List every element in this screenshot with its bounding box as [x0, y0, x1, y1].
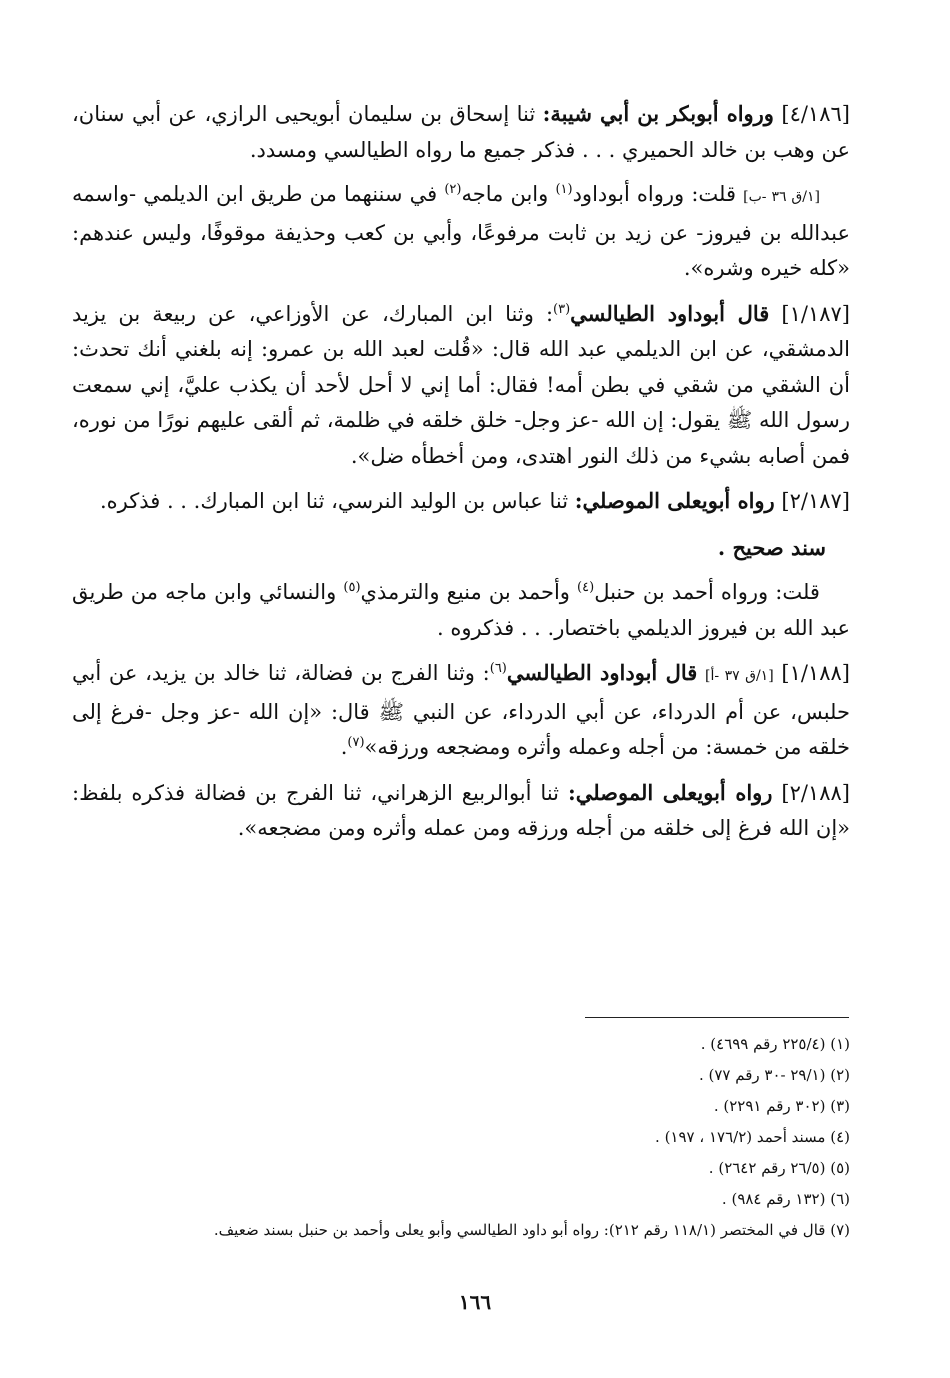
footnote-item: (٥) (٢٦/٥ رقم ٢٦٤٢) . [708, 1159, 850, 1177]
footnote-item: (٧) قال في المختصر (١١٨/١ رقم ٢١٢): رواه أبو داود الطيالسي وأبو يعلى وأحمد بن حنبل بسند ضعيف. [213, 1221, 850, 1239]
hadith-reference: [١/١٨٧] [781, 301, 850, 326]
footnote-ref-2[interactable]: (٢) [444, 182, 462, 197]
hadith-text-end: . [340, 735, 348, 759]
page-body [72, 96, 850, 856]
commentary-paragraph [72, 575, 850, 646]
commentary-text: وابن ماجه [461, 182, 549, 206]
commentary-text: والنسائي وابن ماجه من طريق عبد الله بن فيروز الديلمي باختصار. . . فذكروه . [72, 580, 850, 640]
footnote-separator [585, 1017, 849, 1018]
commentary-text: في سننهما من طريق ابن الديلمي -واسمه عبدالله بن فيروز- عن زيد بن ثابت مرفوعًا، وأبي بن كعب وحذيفة موقوفًا، وليس عندهم: «كله خيره وشره». [72, 182, 850, 280]
hadith-text: ثنا أبوالربيع الزهراني، ثنا الفرج بن فضالة فذكره بلفظ: «إن الله فرغ إلى خلقه من أجله ورزقه ومن عمله وأثره ومن مضجعه». [72, 780, 850, 840]
footnote-ref-5[interactable]: (٥) [343, 580, 361, 595]
narrator-lead: قال أبوداود الطيالسي [506, 660, 698, 685]
footnote-ref-6[interactable]: (٦) [489, 661, 507, 676]
manuscript-marker: [١/ق ٣٧ -أ] [705, 668, 774, 684]
hadith-paragraph-188-1 [72, 655, 850, 766]
hadith-reference: [٢/١٨٨] [781, 780, 850, 805]
narrator-lead: رواه أبويعلى الموصلي: [574, 488, 775, 513]
hadith-paragraph-187-2 [72, 483, 850, 520]
hadith-text: : وثنا ابن المبارك، عن الأوزاعي، عن ربيعة بن يزيد الدمشقي، عن ابن الديلمي عبد الله قال: «قُلت لعبد الله بن عمرو: إنه بلغني أنك تحدث: أن الشقي من شقي في بطن أمه! فقال: أما إني لا أحل لأحد أن يكذب عليَّ، إني سمعت رسول الله ﷺ يقول: إن الله -عز وجل- خلق خلقه في ظلمة، ثم ألقى عليهم نورًا من نوره، فمن أصابه بشيء من ذلك النور اهتدى، ومن أخطأه ضل». [72, 301, 850, 468]
narrator-lead: رواه أبويعلى الموصلي: [567, 779, 773, 805]
page-number: ١٦٦ [458, 1290, 492, 1314]
footnote-ref-3[interactable]: (٣) [553, 301, 571, 317]
commentary-text: قلت: ورواه أبوداود [572, 182, 737, 206]
footnote-item: (٦) (١٣٢ رقم ٩٨٤) . [721, 1190, 850, 1208]
hadith-text: : وثنا الفرج بن فضالة، ثنا خالد بن يزيد، عن أبي حلبس، عن أم الدرداء، عن أبي الدرداء، عن النبي ﷺ قال: «إن الله -عز وجل -فرغ إلى خلقه من خمسة: من أجله وعمله وأثره ومضجعه ورزقه» [72, 661, 850, 759]
footnote-item: (٢) (٢٩/١ -٣٠ رقم ٧٧) . [698, 1066, 850, 1084]
hadith-text: ثنا عباس بن الوليد النرسي، ثنا ابن المبارك. . . فذكره. [99, 489, 569, 513]
footnote-item: (٤) مسند أحمد (١٧٦/٢ ، ١٩٧) . [655, 1128, 850, 1146]
commentary-text: قلت: ورواه أحمد بن حنبل [594, 580, 820, 604]
narrator-lead: ورواه أبوبكر بن أبي شيبة: [542, 101, 774, 126]
narrator-lead: قال أبوداود الطيالسي [570, 300, 770, 326]
grading-heading: سند صحيح . [717, 534, 826, 560]
hadith-paragraph-186-4 [72, 96, 850, 168]
hadith-reference: [٢/١٨٧] [781, 489, 850, 513]
footnote-item: (٣) (٣٠٢ رقم ٢٢٩١) . [713, 1097, 850, 1115]
hadith-paragraph-187-1 [72, 296, 850, 475]
footnote-item: (١) (٢٢٥/٤ رقم ٤٦٩٩) . [700, 1035, 850, 1053]
hadith-text: ثنا إسحاق بن سليمان أبويحيى الرازي، عن أبي سنان، عن وهب بن خالد الحميري . . . فذكر جميع ما رواه الطيالسي ومسدد. [72, 102, 850, 162]
hadith-reference: [٤/١٨٦] [781, 102, 850, 126]
footnote-ref-1[interactable]: (١) [555, 182, 573, 197]
footnotes [72, 1029, 850, 1246]
manuscript-marker: [١/ق ٣٦ -ب] [743, 189, 820, 205]
hadith-paragraph-188-2 [72, 775, 850, 847]
commentary-paragraph [72, 177, 850, 287]
footnote-ref-7[interactable]: (٧) [347, 735, 365, 750]
footnote-ref-4[interactable]: (٤) [577, 580, 595, 595]
hadith-reference: [١/١٨٨] [781, 661, 850, 685]
commentary-text: وأحمد بن منيع والترمذي [360, 580, 570, 604]
